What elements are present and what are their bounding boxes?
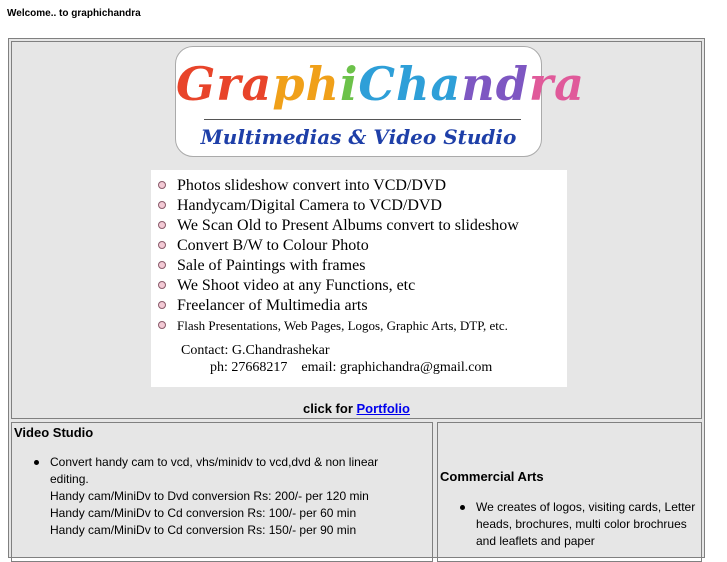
list-item: Convert handy cam to vcd, vhs/minidv to vcd,dvd & non linear editing. [12,454,412,488]
service-item: We Shoot video at any Functions, etc [151,276,567,296]
price-line: Handy cam/MiniDv to Cd conversion Rs: 150/- per 90 min [50,523,357,537]
service-item: Photos slideshow convert into VCD/DVD [151,176,567,196]
contact-block [181,342,492,376]
commercial-arts-list [438,499,696,550]
video-studio-title: Video Studio [14,425,94,440]
hero-cell [11,41,702,419]
bullet-icon [158,241,166,249]
bullet-icon [158,281,166,289]
bullet-icon [158,221,166,229]
graphichandra-logo [175,46,585,157]
service-item: We Scan Old to Present Albums convert to slideshow [151,216,567,236]
bullet-icon [158,181,166,189]
portfolio-link[interactable]: Portfolio [356,401,410,416]
commercial-arts-cell [437,422,702,562]
bullet-icon [460,505,465,510]
services-image [151,170,567,387]
price-line: Handy cam/MiniDv to Cd conversion Rs: 100/- per 60 min [50,506,357,520]
service-item: Freelancer of Multimedia arts [151,296,567,316]
service-item: Convert B/W to Colour Photo [151,236,567,256]
bullet-icon [158,201,166,209]
portfolio-line [12,401,701,416]
logo-title: GraphiChandra [176,57,585,111]
list-item: We creates of logos, visiting cards, Letter heads, brochures, multi color brochrues and leaflets and paper [438,499,696,550]
welcome-heading: Welcome.. to graphichandra [7,8,141,19]
services-list [151,170,567,336]
video-studio-cell [11,422,433,562]
video-studio-list [12,454,412,539]
service-item: Flash Presentations, Web Pages, Logos, Graphic Arts, DTP, etc. [151,316,567,336]
portfolio-prefix: click for [303,401,353,416]
bullet-icon [158,321,166,329]
logo-divider [204,119,521,120]
price-line: Handy cam/MiniDv to Dvd conversion Rs: 200/- per 120 min [50,489,369,503]
contact-phone: ph: 27668217 [210,360,288,375]
main-table [8,38,705,558]
logo-subtitle: Multimedias & Video Studio [200,125,517,149]
contact-name: Contact: G.Chandrashekar [181,343,330,358]
contact-email: email: graphichandra@gmail.com [301,360,493,375]
bullet-icon [34,460,39,465]
commercial-arts-title: Commercial Arts [440,469,544,484]
contact-details [181,359,492,376]
service-item: Sale of Paintings with frames [151,256,567,276]
service-item: Handycam/Digital Camera to VCD/DVD [151,196,567,216]
bullet-icon [158,301,166,309]
bullet-icon [158,261,166,269]
